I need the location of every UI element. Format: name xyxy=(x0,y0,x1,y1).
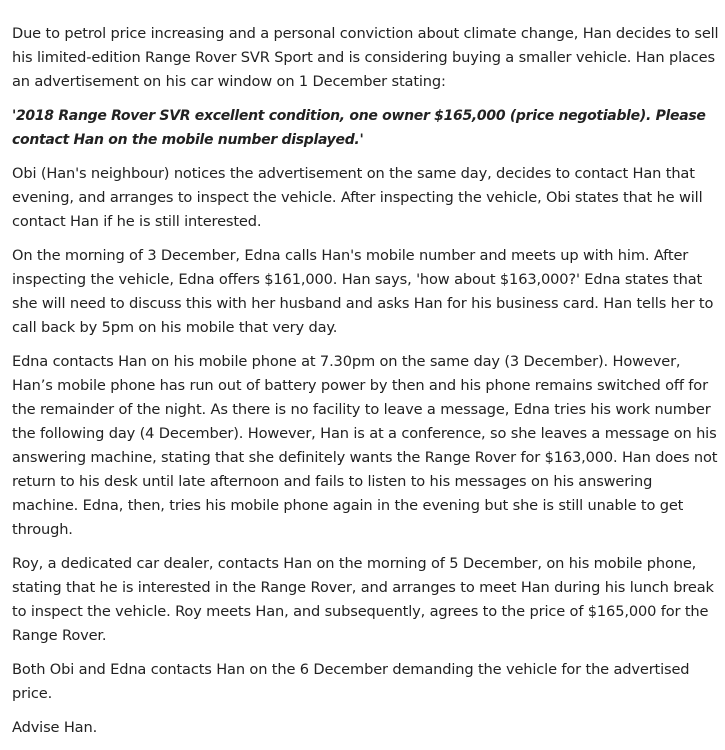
document-body xyxy=(12,22,720,750)
edna-contact-paragraph: Edna contacts Han on his mobile phone at 7.30pm on the same day (3 December). However, Han’s mobile phone has run out of battery power by then and his phone remains switched off for the remainder of the night. As there is no facility to leave a message, Edna tries his work number the following day (4 December). However, Han is at a conference, so she leaves a message on his answering machine, stating that she definitely wants the Range Rover for $163,000. Han does not return to his desk until late afternoon and fails to listen to his messages on his answering machine. Edna, then, tries his mobile phone again in the evening but she is still unable to get through. xyxy=(12,353,718,538)
demand-paragraph: Both Obi and Edna contacts Han on the 6 December demanding the vehicle for the advertised price. xyxy=(12,661,690,702)
obi-paragraph: Obi (Han's neighbour) notices the advertisement on the same day, decides to contact Han that evening, and arranges to inspect the vehicle. After inspecting the vehicle, Obi states that he will contact Han if he is still interested. xyxy=(12,165,703,230)
edna-offer-paragraph: On the morning of 3 December, Edna calls Han's mobile number and meets up with him. After inspecting the vehicle, Edna offers $161,000. Han says, 'how about $163,000?' Edna states that she will need to discuss this with her husband and asks Han for his business card. Han tells her to call back by 5pm on his mobile that very day. xyxy=(12,247,714,336)
question-paragraph: Advise Han. xyxy=(12,719,98,736)
roy-paragraph: Roy, a dedicated car dealer, contacts Han on the morning of 5 December, on his mobile phone, stating that he is interested in the Range Rover, and arranges to meet Han during his lunch break to inspect the vehicle. Roy meets Han, and subsequently, agrees to the price of $165,000 for the Range Rover. xyxy=(12,555,714,644)
advertisement-quote: '2018 Range Rover SVR excellent condition, one owner $165,000 (price negotiable). Please contact Han on the mobile number displayed.' xyxy=(12,108,706,148)
intro-paragraph: Due to petrol price increasing and a personal conviction about climate change, Han decides to sell his limited-edition Range Rover SVR Sport and is considering buying a smaller vehicle. Han places an advertisement on his car window on 1 December stating: xyxy=(12,25,719,90)
